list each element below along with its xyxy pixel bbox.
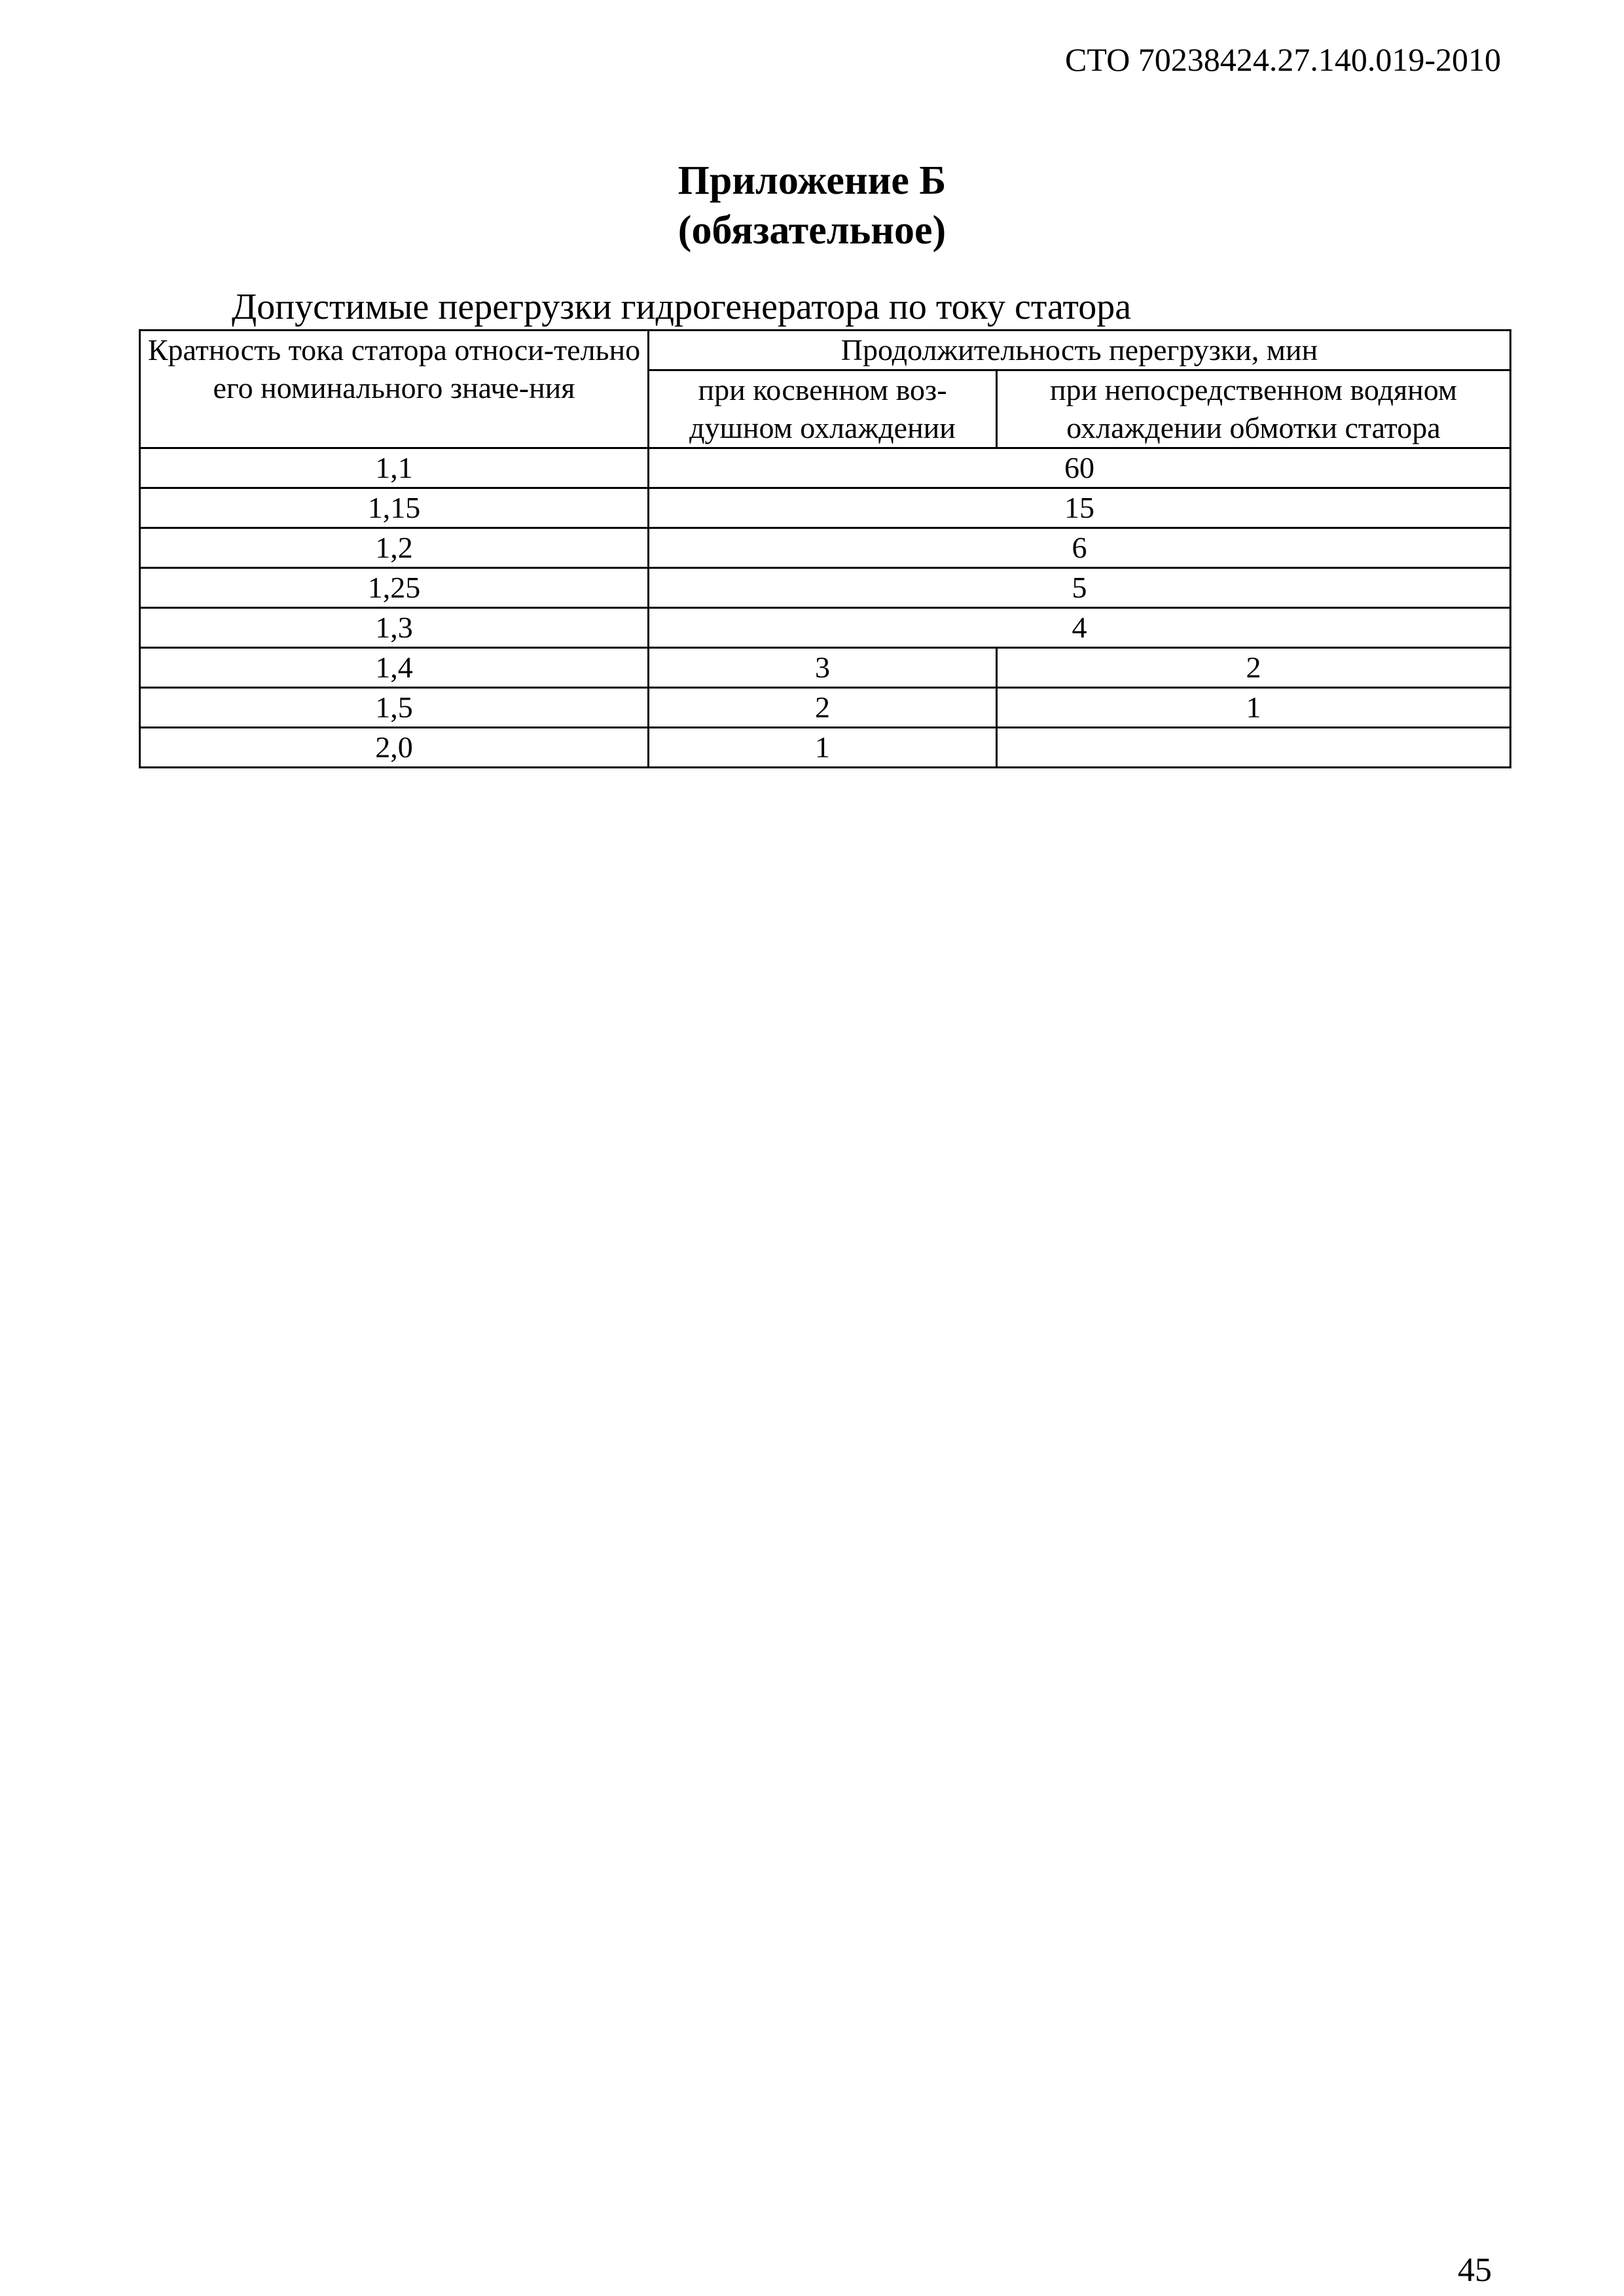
cell-ratio: 1,2 (140, 528, 649, 568)
cell-direct (997, 728, 1511, 768)
table-caption: Допустимые перегрузки гидрогенератора по току статора (232, 287, 1132, 327)
table-row (140, 528, 1511, 568)
table-row (140, 648, 1511, 688)
table-row (140, 448, 1511, 488)
cell-indirect: 3 (649, 648, 997, 688)
cell-ratio: 1,1 (140, 448, 649, 488)
table-row (140, 568, 1511, 608)
table-row (140, 488, 1511, 528)
header-current-ratio: Кратность тока статора относи-тельно его номинального значе-ния (140, 331, 649, 448)
table-header-row (140, 331, 1511, 370)
cell-ratio: 1,5 (140, 688, 649, 728)
header-direct-water-cooling: при непосредственном водяном охлаждении обмотки статора (997, 370, 1511, 448)
appendix-title-line2: (обязательное) (677, 208, 947, 253)
appendix-title (0, 156, 1624, 255)
table-row (140, 728, 1511, 768)
cell-indirect: 1 (649, 728, 997, 768)
cell-duration: 60 (649, 448, 1511, 488)
table-row (140, 688, 1511, 728)
header-overload-duration: Продолжительность перегрузки, мин (649, 331, 1511, 370)
cell-ratio: 2,0 (140, 728, 649, 768)
cell-direct: 1 (997, 688, 1511, 728)
cell-ratio: 1,15 (140, 488, 649, 528)
cell-direct: 2 (997, 648, 1511, 688)
cell-duration: 15 (649, 488, 1511, 528)
document-code: СТО 70238424.27.140.019-2010 (1065, 41, 1501, 78)
cell-duration: 4 (649, 608, 1511, 648)
appendix-title-line1: Приложение Б (677, 158, 947, 203)
overload-table (139, 329, 1511, 768)
cell-duration: 6 (649, 528, 1511, 568)
page-number: 45 (1458, 2251, 1492, 2289)
cell-indirect: 2 (649, 688, 997, 728)
header-indirect-air-cooling: при косвенном воз-душном охлаждении (649, 370, 997, 448)
cell-ratio: 1,25 (140, 568, 649, 608)
table-row (140, 608, 1511, 648)
cell-duration: 5 (649, 568, 1511, 608)
cell-ratio: 1,3 (140, 608, 649, 648)
cell-ratio: 1,4 (140, 648, 649, 688)
